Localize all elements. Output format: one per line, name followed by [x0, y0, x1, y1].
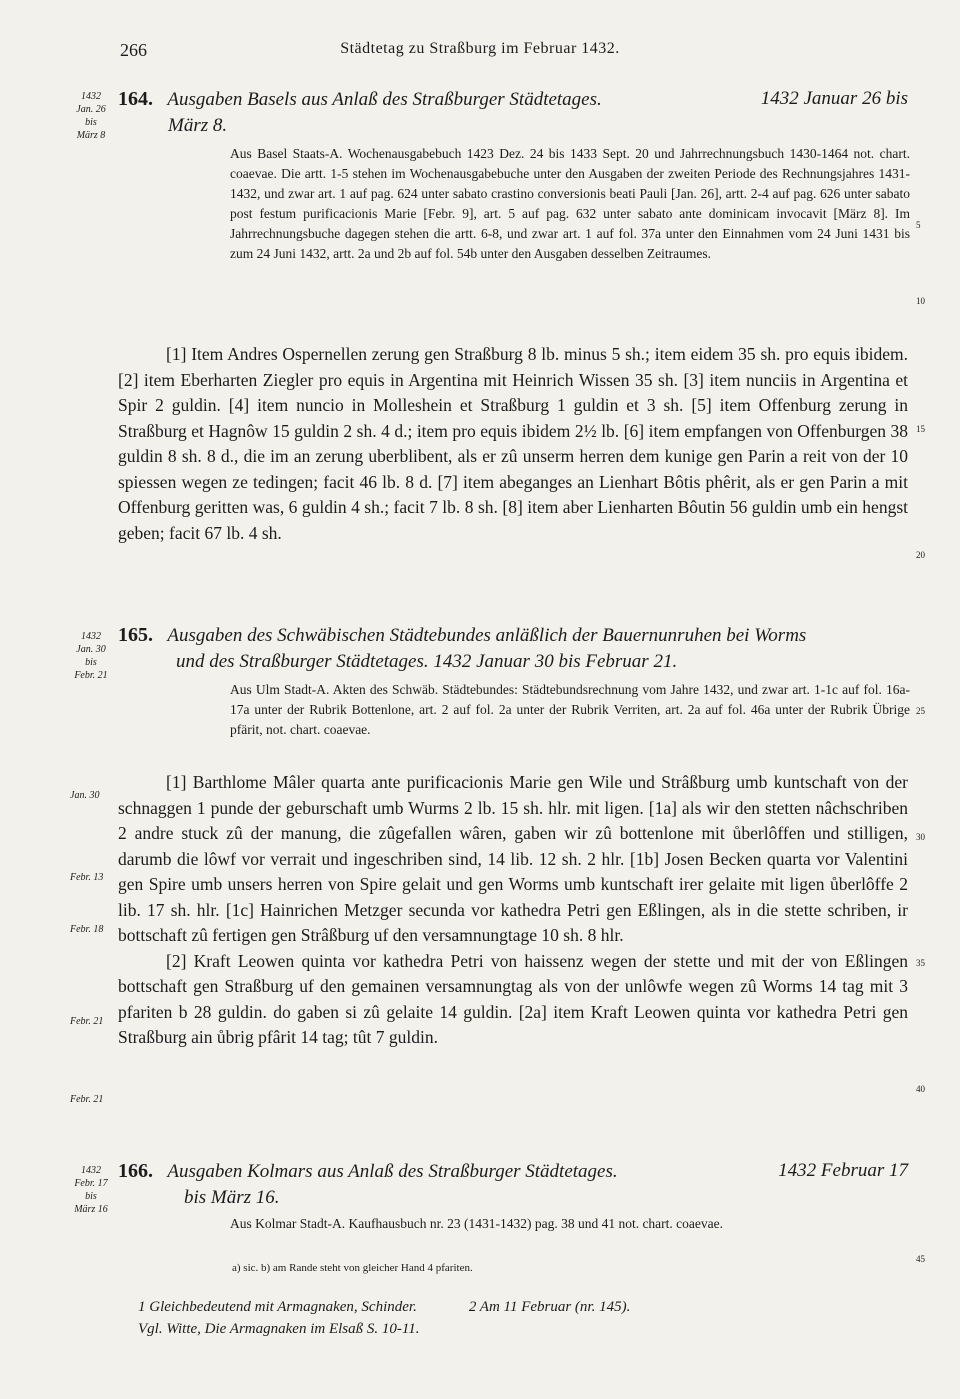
entry-164-number: 164.	[118, 88, 153, 110]
margin-date: Febr. 18	[70, 924, 104, 935]
apparatus-notes: a) sic. b) am Rande steht von gleicher Hand 4 pfariten.	[232, 1262, 473, 1274]
entry-164-date: 1432 Januar 26 bis	[760, 88, 908, 109]
footnote-3: Vgl. Witte, Die Armagnaken im Elsaß S. 10-11.	[138, 1321, 420, 1337]
entry-165-paragraph-2: [2] Kraft Leowen quinta vor kathedra Petri von haissenz wegen der stette und mit der von Eßlingen bottschaft gen Straßburg uf den gemainen versamnungtag als von der unlôwfe wegen zû Worms 14 tag mit 3 pfariten b 28 guldin. do gaben si zû gelaite 14 guldin. [2a] item Kraft Leowen quinta vor kathedra Petri gen Straßburg ain ůbrig pfârit 14 tag; tût 7 guldin.	[118, 950, 908, 1047]
line-number: 25	[916, 706, 925, 716]
footnote-2: 2 Am 11 Februar (nr. 145).	[468, 1299, 631, 1315]
entry-164-body: [1] Item Andres Ospernellen zerung gen Straßburg 8 lb. minus 5 sh.; item eidem 35 sh. pro equis ibidem. [2] item Eberharten Ziegler pro equis in Argentina mit Heinrich Wissen 35 sh. [3] item nunciis in Argentina et Spir 2 guldin. [4] item nuncio in Molleshein et Straßburg 1 guldin et 3 sh. [5] item Offenburg zerung in Straßburg et Hagnôw 15 guldin 2 sh. 4 d.; item pro equis ibidem 2½ lb. [6] item empfangen von Offenburgen 38 guldin 8 sh. 8 d., die im an zerung uberblibent, als er zû unserm herren dem kunige gen Parin a reit von der 10 spiessen wegen ze tedingen; facit 46 lb. 8 d. [7] item abeganges an Lienhart Bôtis phêrit, als er gen Parin a mit Offenburg geritten was, 6 guldin 4 sh.; facit 7 lb. 8 sh. [8] item aber Lienharten Bôutin 56 guldin umb ein hengst geben; facit 67 lb. 4 sh.	[118, 344, 908, 543]
margin-date: Jan. 30	[70, 790, 100, 801]
line-number: 40	[916, 1084, 925, 1094]
entry-165-body	[118, 770, 908, 1051]
page-header	[0, 36, 960, 66]
entry-165-heading: 165. Ausgaben des Schwäbischen Städtebundes anläßlich der Bauernunruhen bei Worms und des Straßburger Städtetages. 1432 Januar 30 bis Februar 21.	[118, 624, 807, 672]
entry-166-heading: 1432 Februar 17 166. Ausgaben Kolmars aus Anlaß des Straßburger Städtetages. bis März 16.	[118, 1160, 908, 1208]
line-number: 20	[916, 550, 925, 560]
entry-166-title: Ausgaben Kolmars aus Anlaß des Straßburger Städtetages.	[167, 1161, 618, 1182]
line-number: 30	[916, 832, 925, 842]
entry-165-title: Ausgaben des Schwäbischen Städtebundes anläßlich der Bauernunruhen bei Worms	[167, 625, 807, 646]
line-number: 45	[916, 1254, 925, 1264]
entry-164-side-date: 1432 Jan. 26 bis März 8	[76, 91, 106, 141]
margin-date: Febr. 21	[70, 1016, 104, 1027]
entry-166-source: Aus Kolmar Stadt-A. Kaufhausbuch nr. 23 (1431-1432) pag. 38 und 41 not. chart. coaevae.	[230, 1216, 724, 1231]
entry-165-source: Aus Ulm Stadt-A. Akten des Schwäb. Städtebundes: Städtebundsrechnung vom Jahre 1432, und zwar art. 1-1c auf fol. 16a-17a unter der Rubrik Bottenlone, art. 2 auf fol. 2a unter der Rubrik Verriten, art. 2a auf fol. 46a unter der Rubrik Übrige pfärit, not. chart. coaevae.	[230, 682, 910, 737]
line-number: 15	[916, 424, 925, 434]
entry-164-source: Aus Basel Staats-A. Wochenausgabebuch 1423 Dez. 24 bis 1433 Sept. 20 und Jahrrechnungsbuch 1430-1464 not. chart. coaevae. Die artt. 1-5 stehen im Wochenausgabebuche unter den Ausgaben der zweiten Periode des Rechnungsjahres 1431-1432, und zwar art. 1 auf pag. 624 unter sabato crastino conversionis beati Pauli [Jan. 26], artt. 2-4 auf pag. 626 unter sabato post festum purificacionis Marie [Febr. 9], art. 5 auf pag. 632 unter sabato ante dominicam invocavit [März 8]. Im Jahrrechnungsbuche dagegen stehen die artt. 6-8, und zwar art. 1 auf fol. 37a unter den Einnahmen vom 24 Juni 1431 bis zum 24 Juni 1432, artt. 2a und 2b auf fol. 54b unter den Ausgaben desselben Zeitraumes.	[230, 146, 910, 261]
entry-165-paragraph-1: [1] Barthlome Mâler quarta ante purificacionis Marie gen Wile und Strâßburg umb kuntschaft von der schnaggen 1 punde der geburschaft umb Wurms 2 lb. 15 sh. hlr. mit ligen. [1a] als wir den stetten nâchschriben 2 andre stuck zû der manung, die zûgefallen wâren, gaben wir zû bottenlone mit ůberlôffen und stilligen, darumb die lôwf vor verrait und ingeschriben sind, 14 lib. 12 sh. 2 hlr. [1b] Josen Becken quarta vor Valentini gen Spire umb unsers herren von Spire gelait und gen Worms umb kuntschaft irer gelaite mit ligen ůberlôffe 2 lib. 17 sh. hlr. [1c] Hainrichen Metzger secunda vor kathedra Petri gen Eßlingen, als in die stette schriben, ir bottschaft zû fertigen gen Strâßburg uf den versamnungtage 10 sh. 8 hlr.	[118, 772, 908, 945]
margin-date: Febr. 21	[70, 1094, 104, 1105]
entry-165-number: 165.	[118, 624, 153, 646]
margin-date: Febr. 13	[70, 872, 104, 883]
line-number: 10	[916, 296, 925, 306]
page-number: 266	[120, 40, 147, 60]
running-title: Städtetag zu Straßburg im Februar 1432.	[340, 40, 620, 57]
entry-166-number: 166.	[118, 1160, 153, 1182]
footnotes	[138, 1296, 898, 1340]
entry-165-side-date: 1432 Jan. 30 bis Febr. 21	[74, 631, 108, 681]
line-number: 35	[916, 958, 925, 968]
line-number: 5	[916, 220, 921, 230]
entry-164-title: Ausgaben Basels aus Anlaß des Straßburger Städtetages.	[167, 89, 602, 110]
entry-166-side-date: 1432 Febr. 17 bis März 16	[74, 1165, 108, 1215]
footnote-1: 1 Gleichbedeutend mit Armagnaken, Schinder.	[138, 1299, 417, 1315]
entry-164-heading: 1432 Januar 26 bis 164. Ausgaben Basels aus Anlaß des Straßburger Städtetages. März 8.	[118, 88, 908, 136]
entry-166-date: 1432 Februar 17	[778, 1160, 908, 1181]
